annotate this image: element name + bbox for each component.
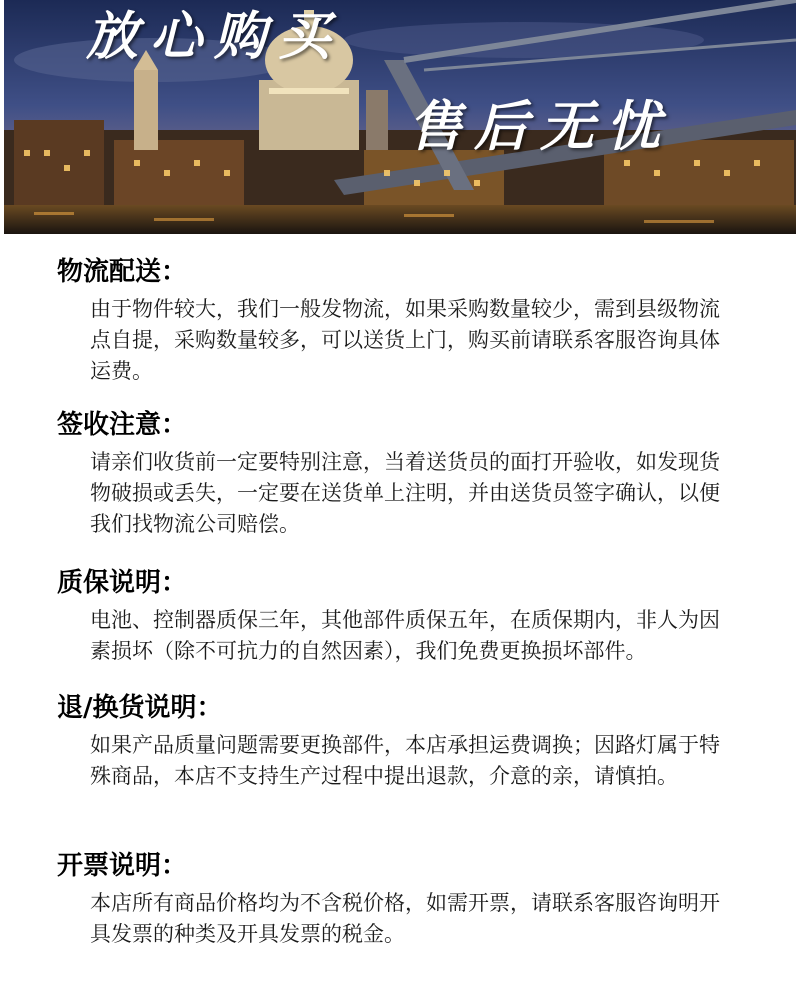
city-banner — [4, 0, 796, 234]
banner-slogan-left: 放心购买 — [86, 6, 343, 67]
section-body: 电池、控制器质保三年，其他部件质保五年，在质保期内，非人为因素损坏（除不可抗力的自然因素），我们免费更换损坏部件。 — [90, 608, 720, 663]
section-title: 开票说明： — [57, 851, 188, 881]
section-body: 请亲们收货前一定要特别注意，当着送货员的面打开验收，如发现货物破损或丢失，一定要在送货单上注明，并由送货员签字确认，以便我们找物流公司赔偿。 — [90, 450, 720, 536]
section-title: 签收注意： — [57, 410, 188, 440]
section-title: 退/换货说明： — [57, 693, 223, 723]
section-body: 由于物件较大，我们一般发物流，如果采购数量较少，需到县级物流点自提，采购数量较多，可以送货上门，购买前请联系客服咨询具体运费。 — [90, 297, 720, 383]
banner-slogan-right: 售后无忧 — [408, 94, 672, 158]
section-title: 质保说明： — [57, 568, 188, 598]
section-body: 如果产品质量问题需要更换部件，本店承担运费调换；因路灯属于特殊商品，本店不支持生产过程中提出退款，介意的亲，请慎拍。 — [90, 733, 720, 788]
section-title: 物流配送： — [57, 257, 188, 287]
section-body: 本店所有商品价格均为不含税价格，如需开票，请联系客服咨询明开具发票的种类及开具发票的税金。 — [90, 891, 720, 946]
